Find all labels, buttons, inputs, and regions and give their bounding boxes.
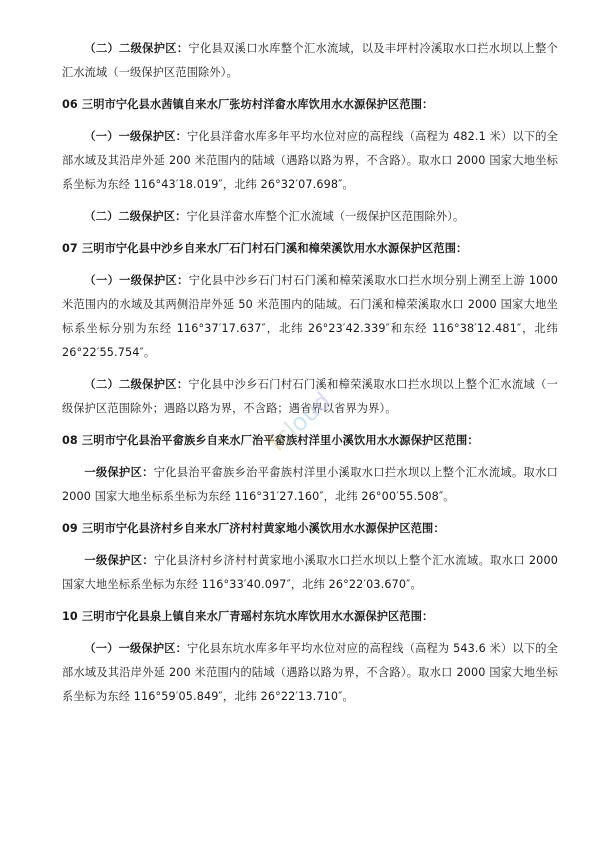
paragraph <box>62 269 558 365</box>
paragraph <box>62 125 558 197</box>
paragraph <box>62 549 558 597</box>
paragraph-text: 宁化县洋畲水库整个汇水流域（一级保护区范围除外）。 <box>186 210 465 223</box>
paragraph-label: 一级保护区： <box>84 466 154 479</box>
paragraph-label: 一级保护区： <box>84 554 154 567</box>
paragraph-label: （二）二级保护区： <box>84 42 189 55</box>
paragraph-text: 宁化县东坑水库多年平均水位对应的高程线（高程为 543.6 米）以下的全部水域及其沿岸外延 200 米范围内的陆域（遇路以路为界，不含路）。取水口 2000 国家大地坐标系坐标为东经 116°59′05.849″，北纬 26°22′13.710″。 <box>62 642 558 703</box>
document-body <box>62 37 558 717</box>
paragraph <box>62 637 558 709</box>
paragraph <box>62 37 558 85</box>
paragraph-label: （一）一级保护区： <box>84 642 188 655</box>
section-heading: 08 三明市宁化县治平畲族乡自来水厂治平畲族村洋里小溪饮用水水源保护区范围： <box>62 434 479 447</box>
section-heading: 10 三明市宁化县泉上镇自来水厂青瑶村东坑水库饮用水水源保护区范围： <box>62 610 434 623</box>
section-heading: 06 三明市宁化县水茜镇自来水厂张坊村洋畲水库饮用水水源保护区范围： <box>62 98 434 111</box>
section-heading: 09 三明市宁化县济村乡自来水厂济村村黄家地小溪饮用水水源保护区范围： <box>62 522 445 535</box>
paragraph-text: 宁化县洋畲水库多年平均水位对应的高程线（高程为 482.1 米）以下的全部水域及其沿岸外延 200 米范围内的陆域（遇路以路为界，不含路）。取水口 2000 国家大地坐标系坐标为东经 116°43′18.019″，北纬 26°32′07.698″。 <box>62 130 558 191</box>
section-heading: 07 三明市宁化县中沙乡自来水厂石门村石门溪和樟荣溪饮用水水源保护区范围： <box>62 242 468 255</box>
paragraph-label: （一）一级保护区： <box>84 274 189 287</box>
watermark-text: fcloud <box>263 386 337 457</box>
paragraph-text: 宁化县济村乡济村村黄家地小溪取水口拦水坝以上整个汇水流域。取水口 2000 国家大地坐标系坐标为东经 116°33′40.097″，北纬 26°22′03.670″。 <box>62 554 558 591</box>
paragraph-label: （一）一级保护区： <box>84 130 188 143</box>
paragraph-text: 宁化县中沙乡石门村石门溪和樟荣溪取水口拦水坝分别上溯至上游 1000 米范围内的水域及其两侧沿岸外延 50 米范围内的陆域。石门溪和樟荣溪取水口 2000 国家大地坐标系坐标分别为东经 116°37′17.637″，北纬 26°23′42.339″和东经 116°38′12.481″，北纬 26°22′55.754″。 <box>62 274 558 359</box>
paragraph-text: 宁化县双溪口水库整个汇水流域，以及丰坪村冷溪取水口拦水坝以上整个汇水流域（一级保护区范围除外）。 <box>62 42 558 79</box>
paragraph-label: （二）二级保护区： <box>84 210 187 223</box>
paragraph <box>62 205 558 229</box>
paragraph <box>62 373 558 421</box>
paragraph <box>62 461 558 509</box>
paragraph-label: （二）二级保护区： <box>84 378 189 391</box>
paragraph-text: 宁化县治平畲族乡治平畲族村洋里小溪取水口拦水坝以上整个汇水流域。取水口 2000 国家大地坐标系坐标为东经 116°31′27.160″，北纬 26°00′55.508″。 <box>62 466 558 503</box>
paragraph-text: 宁化县中沙乡石门村石门溪和樟荣溪取水口拦水坝以上整个汇水流域（一级保护区范围除外；遇路以路为界，不含路；遇省界以省界为界）。 <box>62 378 558 415</box>
